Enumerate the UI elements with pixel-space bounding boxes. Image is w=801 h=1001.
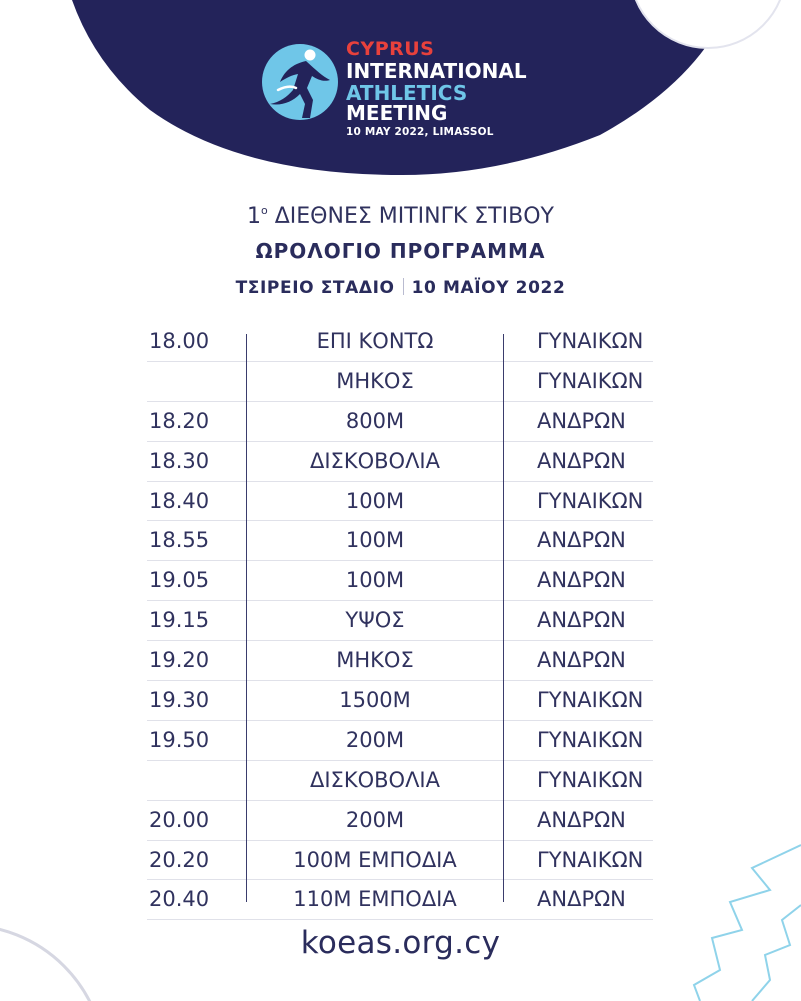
event-title xyxy=(0,204,801,229)
schedule-event: 800Μ xyxy=(345,408,405,433)
schedule-time: 18.55 xyxy=(149,528,210,553)
table-row xyxy=(147,801,653,841)
schedule-category: ΑΝΔΡΩΝ xyxy=(537,408,626,433)
table-row xyxy=(147,880,653,920)
schedule-time: 18.30 xyxy=(149,448,210,473)
schedule-time: 20.40 xyxy=(149,887,210,912)
schedule-category: ΓΥΝΑΙΚΩΝ xyxy=(537,847,644,872)
table-row xyxy=(147,681,653,721)
schedule-event: 100Μ xyxy=(345,568,405,593)
event-title-ordinal: ο xyxy=(261,204,268,217)
schedule-category: ΑΝΔΡΩΝ xyxy=(537,608,626,633)
schedule-time: 19.15 xyxy=(149,608,210,633)
table-row xyxy=(147,641,653,681)
schedule-time: 19.20 xyxy=(149,648,210,673)
schedule-category: ΑΝΔΡΩΝ xyxy=(537,568,626,593)
event-date: 10 ΜΑΪΟΥ 2022 xyxy=(411,278,566,298)
schedule-event: ΔΙΣΚΟΒΟΛΙΑ xyxy=(310,448,440,473)
schedule-category: ΓΥΝΑΙΚΩΝ xyxy=(537,488,644,513)
venue-date-divider xyxy=(403,278,404,295)
table-row xyxy=(147,402,653,442)
runner-emblem-icon xyxy=(260,42,340,122)
column-divider-left xyxy=(246,334,247,902)
schedule-event: ΕΠΙ ΚΟΝΤΩ xyxy=(316,329,434,353)
schedule-category: ΓΥΝΑΙΚΩΝ xyxy=(537,727,644,752)
event-title-text: ΔΙΕΘΝΕΣ ΜΙΤΙΝΓΚ ΣΤΙΒΟΥ xyxy=(267,204,554,229)
table-row xyxy=(147,521,653,561)
logo-line-athletics-meeting xyxy=(346,83,560,123)
table-row xyxy=(147,561,653,601)
schedule-category: ΑΝΔΡΩΝ xyxy=(537,448,626,473)
schedule-time: 20.00 xyxy=(149,807,210,832)
schedule-time: 20.20 xyxy=(149,847,210,872)
logo-word-athletics: ATHLETICS xyxy=(346,81,468,105)
schedule-category: ΑΝΔΡΩΝ xyxy=(537,528,626,553)
schedule-category: ΑΝΔΡΩΝ xyxy=(537,807,626,832)
table-row xyxy=(147,442,653,482)
schedule-subtitle: ΩΡΟΛΟΓΙΟ ΠΡΟΓΡΑΜΜΑ xyxy=(255,239,546,263)
table-row xyxy=(147,841,653,881)
table-row xyxy=(147,601,653,641)
event-title-number: 1 xyxy=(247,204,262,229)
table-row xyxy=(147,362,653,402)
schedule-event: 100Μ ΕΜΠΟΔΙΑ xyxy=(293,847,457,872)
schedule-time: 18.20 xyxy=(149,408,210,433)
schedule-event: ΜΗΚΟΣ xyxy=(336,648,414,673)
venue-name: ΤΣΙΡΕΙΟ ΣΤΑΔΙΟ xyxy=(235,278,395,298)
logo-word-meeting: MEETING xyxy=(346,101,448,125)
bottom-right-burst xyxy=(694,845,801,1001)
logo-line-international: INTERNATIONAL xyxy=(346,59,527,83)
schedule-category: ΓΥΝΑΙΚΩΝ xyxy=(537,368,644,393)
schedule-category: ΑΝΔΡΩΝ xyxy=(537,887,626,912)
venue-date-line xyxy=(0,278,801,298)
meeting-logo xyxy=(260,38,560,138)
schedule-event: ΔΙΣΚΟΒΟΛΙΑ xyxy=(310,767,440,792)
schedule-table xyxy=(147,322,653,920)
schedule-event: 110Μ ΕΜΠΟΔΙΑ xyxy=(293,887,457,912)
schedule-event: 100Μ xyxy=(345,528,405,553)
table-row xyxy=(147,482,653,522)
schedule-category: ΓΥΝΑΙΚΩΝ xyxy=(537,329,644,353)
schedule-time: 19.30 xyxy=(149,688,210,713)
schedule-event: 200Μ xyxy=(345,807,405,832)
logo-line-date: 10 MAY 2022, LIMASSOL xyxy=(346,126,494,138)
table-row xyxy=(147,721,653,761)
schedule-event: ΜΗΚΟΣ xyxy=(336,368,414,393)
schedule-event: 1500Μ xyxy=(339,688,411,713)
logo-line-cyprus: CYPRUS xyxy=(346,38,435,60)
schedule-category: ΓΥΝΑΙΚΩΝ xyxy=(537,688,644,713)
schedule-category: ΓΥΝΑΙΚΩΝ xyxy=(537,767,644,792)
schedule-time: 18.00 xyxy=(149,329,210,353)
schedule-event: ΥΨΟΣ xyxy=(345,608,405,633)
schedule-category: ΑΝΔΡΩΝ xyxy=(537,648,626,673)
schedule-time: 19.50 xyxy=(149,727,210,752)
table-row xyxy=(147,761,653,801)
schedule-event: 100Μ xyxy=(345,488,405,513)
schedule-event: 200Μ xyxy=(345,727,405,752)
schedule-time: 19.05 xyxy=(149,568,210,593)
website-link[interactable]: koeas.org.cy xyxy=(300,925,501,961)
column-divider-right xyxy=(503,334,504,902)
schedule-time: 18.40 xyxy=(149,488,210,513)
table-row xyxy=(147,322,653,362)
